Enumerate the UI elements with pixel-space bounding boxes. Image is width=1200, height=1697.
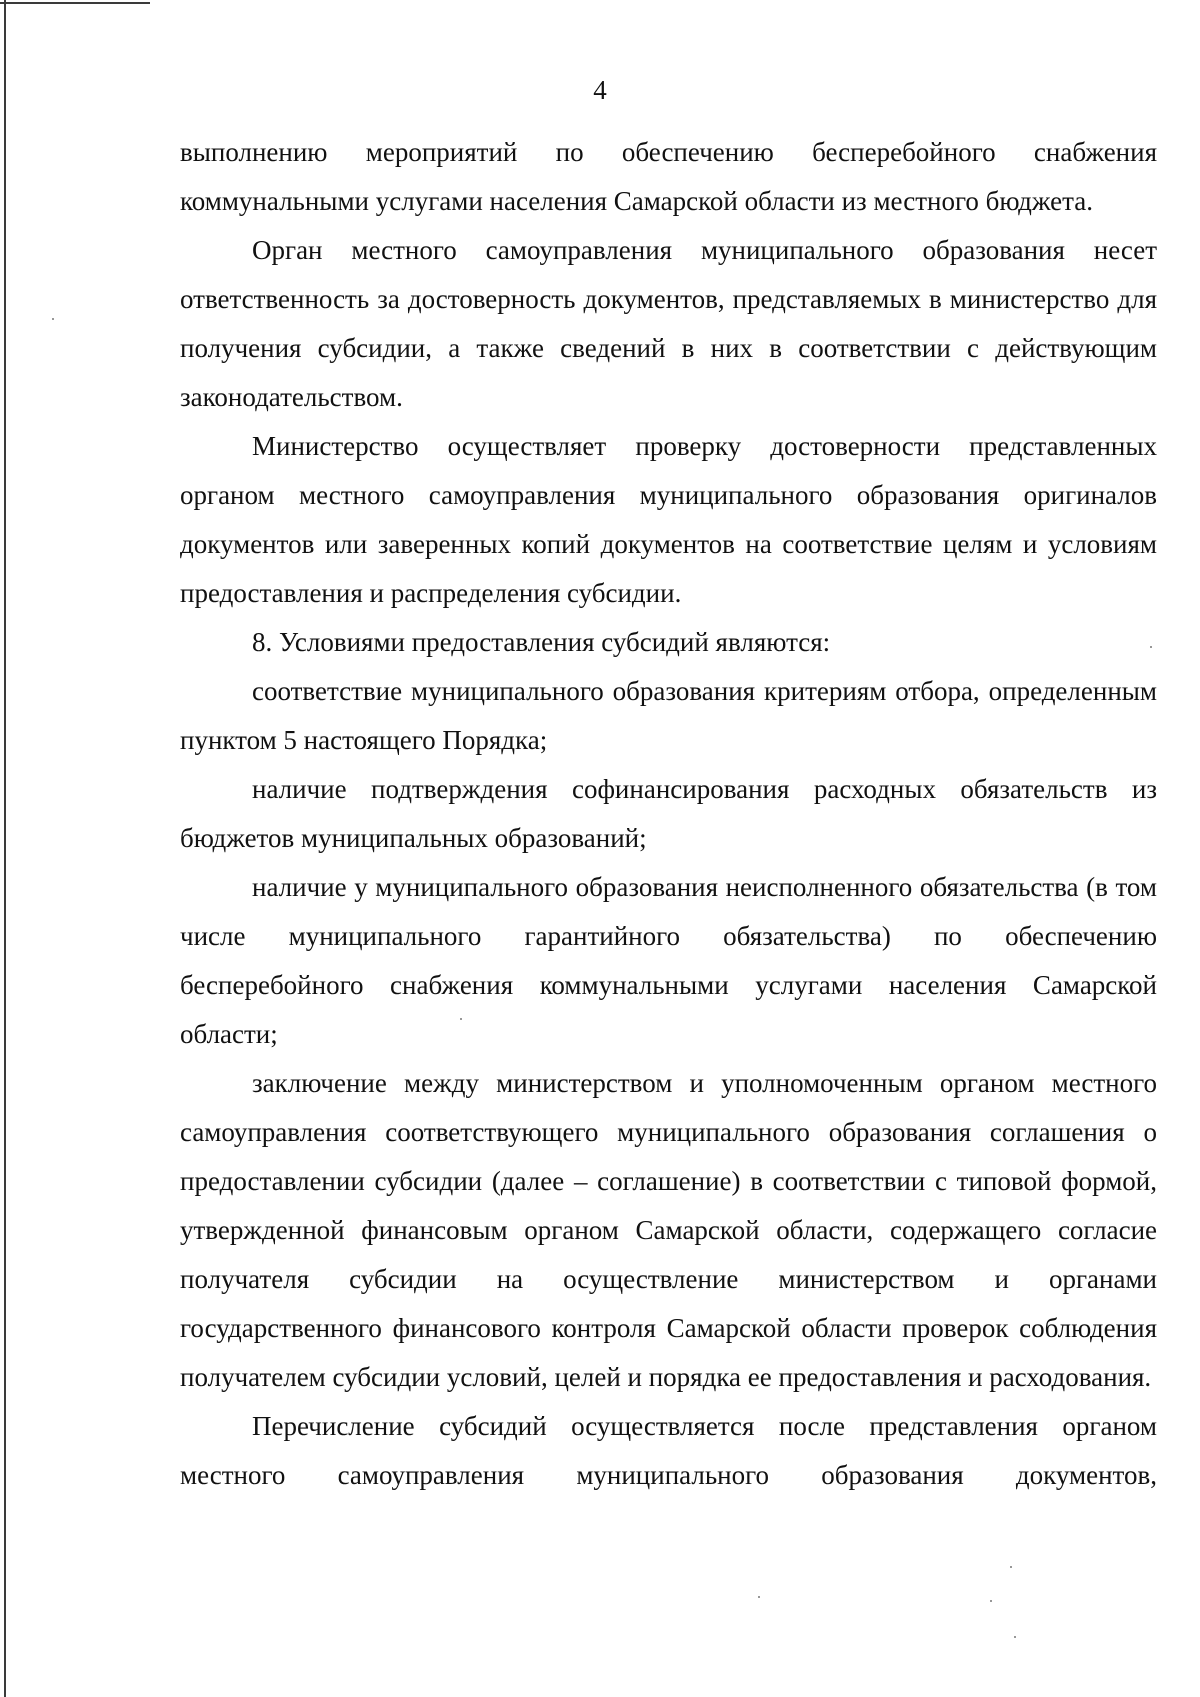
scan-speck	[52, 318, 54, 320]
paragraph-condition-criteria: соответствие муниципального образования критериям отбора, определенным пунктом 5 настоящего Порядка;	[180, 676, 1157, 755]
paragraph-condition-obligation: наличие у муниципального образования неисполненного обязательства (в том числе муниципального гарантийного обязательства) по обеспечению бесперебойного снабжения коммунальными услугами населения Самарской области;	[180, 872, 1157, 1049]
paragraph-verification: Министерство осуществляет проверку достоверности представленных органом местного самоуправления муниципального образования оригиналов документов или заверенных копий документов на соответствие целям и условиям предоставления и распределения субсидии.	[180, 431, 1157, 608]
paragraph-condition-cofinancing: наличие подтверждения софинансирования расходных обязательств из бюджетов муниципальных образований;	[180, 774, 1157, 853]
scan-edge-left	[4, 0, 6, 1697]
paragraph-condition-agreement: заключение между министерством и уполномоченным органом местного самоуправления соответствующего муниципального образования соглашения о предоставлении субсидии (далее – соглашение) в соответствии с типовой формой, утвержденной финансовым органом Самарской области, содержащего согласие получателя субсидии на осуществление министерством и органами государственного финансового контроля Самарской области проверок соблюдения получателем субсидии условий, целей и порядка ее предоставления и расходования.	[180, 1068, 1157, 1392]
scan-speck	[1010, 1566, 1012, 1568]
scan-speck	[758, 1596, 760, 1598]
scan-edge-top	[0, 2, 150, 4]
paragraph-responsibility: Орган местного самоуправления муниципального образования несет ответственность за достоверность документов, представляемых в министерство для получения субсидии, а также сведений в них в соответствии с действующим законодательством.	[180, 235, 1157, 412]
paragraph-conditions-heading: 8. Условиями предоставления субсидий являются:	[252, 627, 831, 657]
scan-speck	[1014, 1636, 1016, 1638]
paragraph-continuation: выполнению мероприятий по обеспечению бесперебойного снабжения коммунальными услугами населения Самарской области из местного бюджета.	[180, 137, 1157, 216]
scan-speck	[460, 1018, 462, 1020]
page-number: 4	[593, 75, 607, 105]
document-body	[180, 128, 1157, 1500]
paragraph-transfer: Перечисление субсидий осуществляется после представления органом местного самоуправления муниципального образования документов,	[180, 1411, 1157, 1490]
scan-speck	[1150, 646, 1152, 648]
scan-speck	[990, 1600, 992, 1602]
